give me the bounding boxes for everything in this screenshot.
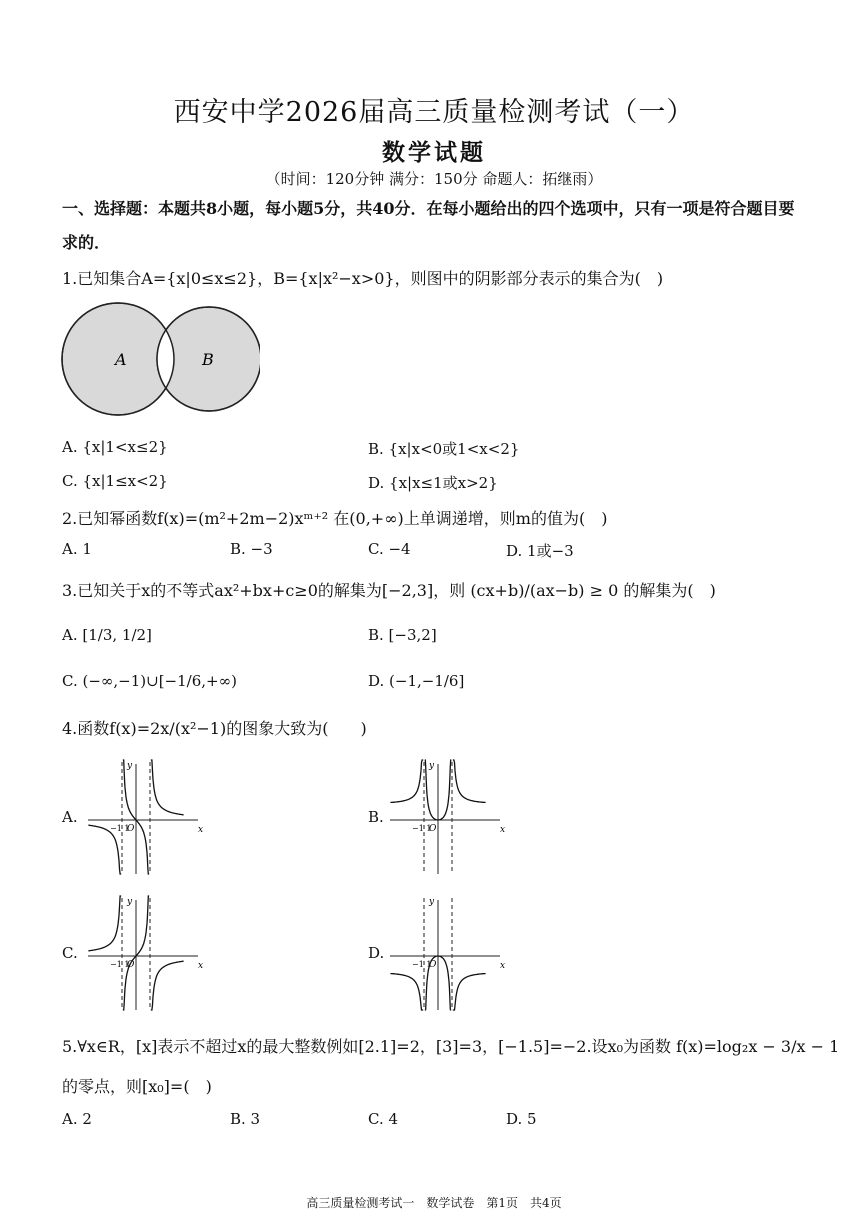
q4-option-b: B. (368, 808, 384, 826)
function-curve (88, 896, 121, 951)
origin-label: O (127, 960, 135, 970)
origin-label: O (127, 824, 135, 834)
q2-option-a: A. 1 (62, 540, 92, 558)
tick-labels: −1 1 (412, 824, 432, 833)
q4-graph-c (86, 894, 206, 1012)
q5-option-d: D. 5 (506, 1110, 537, 1128)
x-axis-label: x (500, 961, 506, 971)
question-2-stem: 2.已知幂函数f(x)=(m²+2m−2)xᵐ⁺² 在(0,+∞)上单调递增，则m的值为( ) (62, 509, 608, 528)
venn-label-a: A (115, 350, 127, 369)
exam-info: （时间：120分钟 满分：150分 命题人：拓继雨） (265, 170, 603, 188)
question-1-stem: 1.已知集合A={x|0≤x≤2}，B={x|x²−x>0}，则图中的阴影部分表示的集合为( ) (62, 269, 664, 288)
q4-graph-b (388, 758, 508, 876)
question-5-stem-line1: 5.∀x∈R，[x]表示不超过x的最大整数例如[2.1]=2，[3]=3，[−1.5]=−2.设x₀为函数 f(x)=log₂x − 3/x − 1 (62, 1037, 840, 1056)
y-axis-label: y (429, 897, 435, 907)
y-axis-label: y (429, 761, 435, 771)
q2-option-d: D. 1或−3 (506, 542, 574, 560)
tick-labels: −1 1 (412, 960, 432, 969)
section-heading: 一、选择题：本题共8小题，每小题5分，共40分．在每小题给出的四个选项中，只有一项是符合题目要求的． (62, 199, 795, 252)
venn-diagram (60, 300, 260, 420)
x-axis-label: x (198, 825, 204, 835)
q4-option-a: A. (62, 808, 78, 826)
q1-option-d: D. {x|x≤1或x>2} (368, 474, 498, 492)
question-3-stem: 3.已知关于x的不等式ax²+bx+c≥0的解集为[−2,3]，则 (cx+b)/(ax−b) ≥ 0 的解集为( ) (62, 581, 716, 600)
q3-option-a: A. [1/3, 1/2] (62, 626, 152, 644)
function-curve (151, 760, 184, 815)
tick-labels: −1 1 (110, 960, 130, 969)
function-curve (390, 760, 423, 803)
venn-label-b: B (202, 350, 214, 369)
question-4-stem: 4.函数f(x)=2x/(x²−1)的图象大致为( ) (62, 719, 367, 738)
function-curve (453, 760, 486, 803)
question-5-stem-line2: 的零点，则[x₀]=( ) (62, 1077, 212, 1096)
q5-option-a: A. 2 (62, 1110, 92, 1128)
x-axis-label: x (198, 961, 204, 971)
y-axis-label: y (127, 761, 133, 771)
q4-option-c: C. (62, 944, 78, 962)
function-curve (151, 961, 184, 1010)
page-title: 西安中学2026届高三质量检测考试（一） (173, 97, 695, 128)
q4-graph-a (86, 758, 206, 876)
page-subtitle: 数学试题 (382, 139, 486, 166)
origin-label: O (429, 824, 437, 834)
function-curve (390, 974, 423, 1011)
q5-option-b: B. 3 (230, 1110, 261, 1128)
q3-option-c: C. (−∞,−1)∪[−1/6,+∞) (62, 672, 237, 690)
x-axis-label: x (500, 825, 506, 835)
q1-option-a: A. {x|1<x≤2} (62, 438, 168, 456)
q3-option-d: D. (−1,−1/6] (368, 672, 465, 690)
q1-option-c: C. {x|1≤x<2} (62, 472, 168, 490)
tick-labels: −1 1 (110, 824, 130, 833)
q5-option-c: C. 4 (368, 1110, 399, 1128)
q2-option-b: B. −3 (230, 540, 273, 558)
page-footer: 高三质量检测考试一 数学试卷 第1页 共4页 (306, 1196, 562, 1210)
q2-option-c: C. −4 (368, 540, 411, 558)
q4-option-d: D. (368, 944, 385, 962)
q1-option-b: B. {x|x<0或1<x<2} (368, 440, 520, 458)
q3-option-b: B. [−3,2] (368, 626, 437, 644)
q4-graph-d (388, 894, 508, 1012)
function-curve (453, 974, 486, 1011)
origin-label: O (429, 960, 437, 970)
y-axis-label: y (127, 897, 133, 907)
